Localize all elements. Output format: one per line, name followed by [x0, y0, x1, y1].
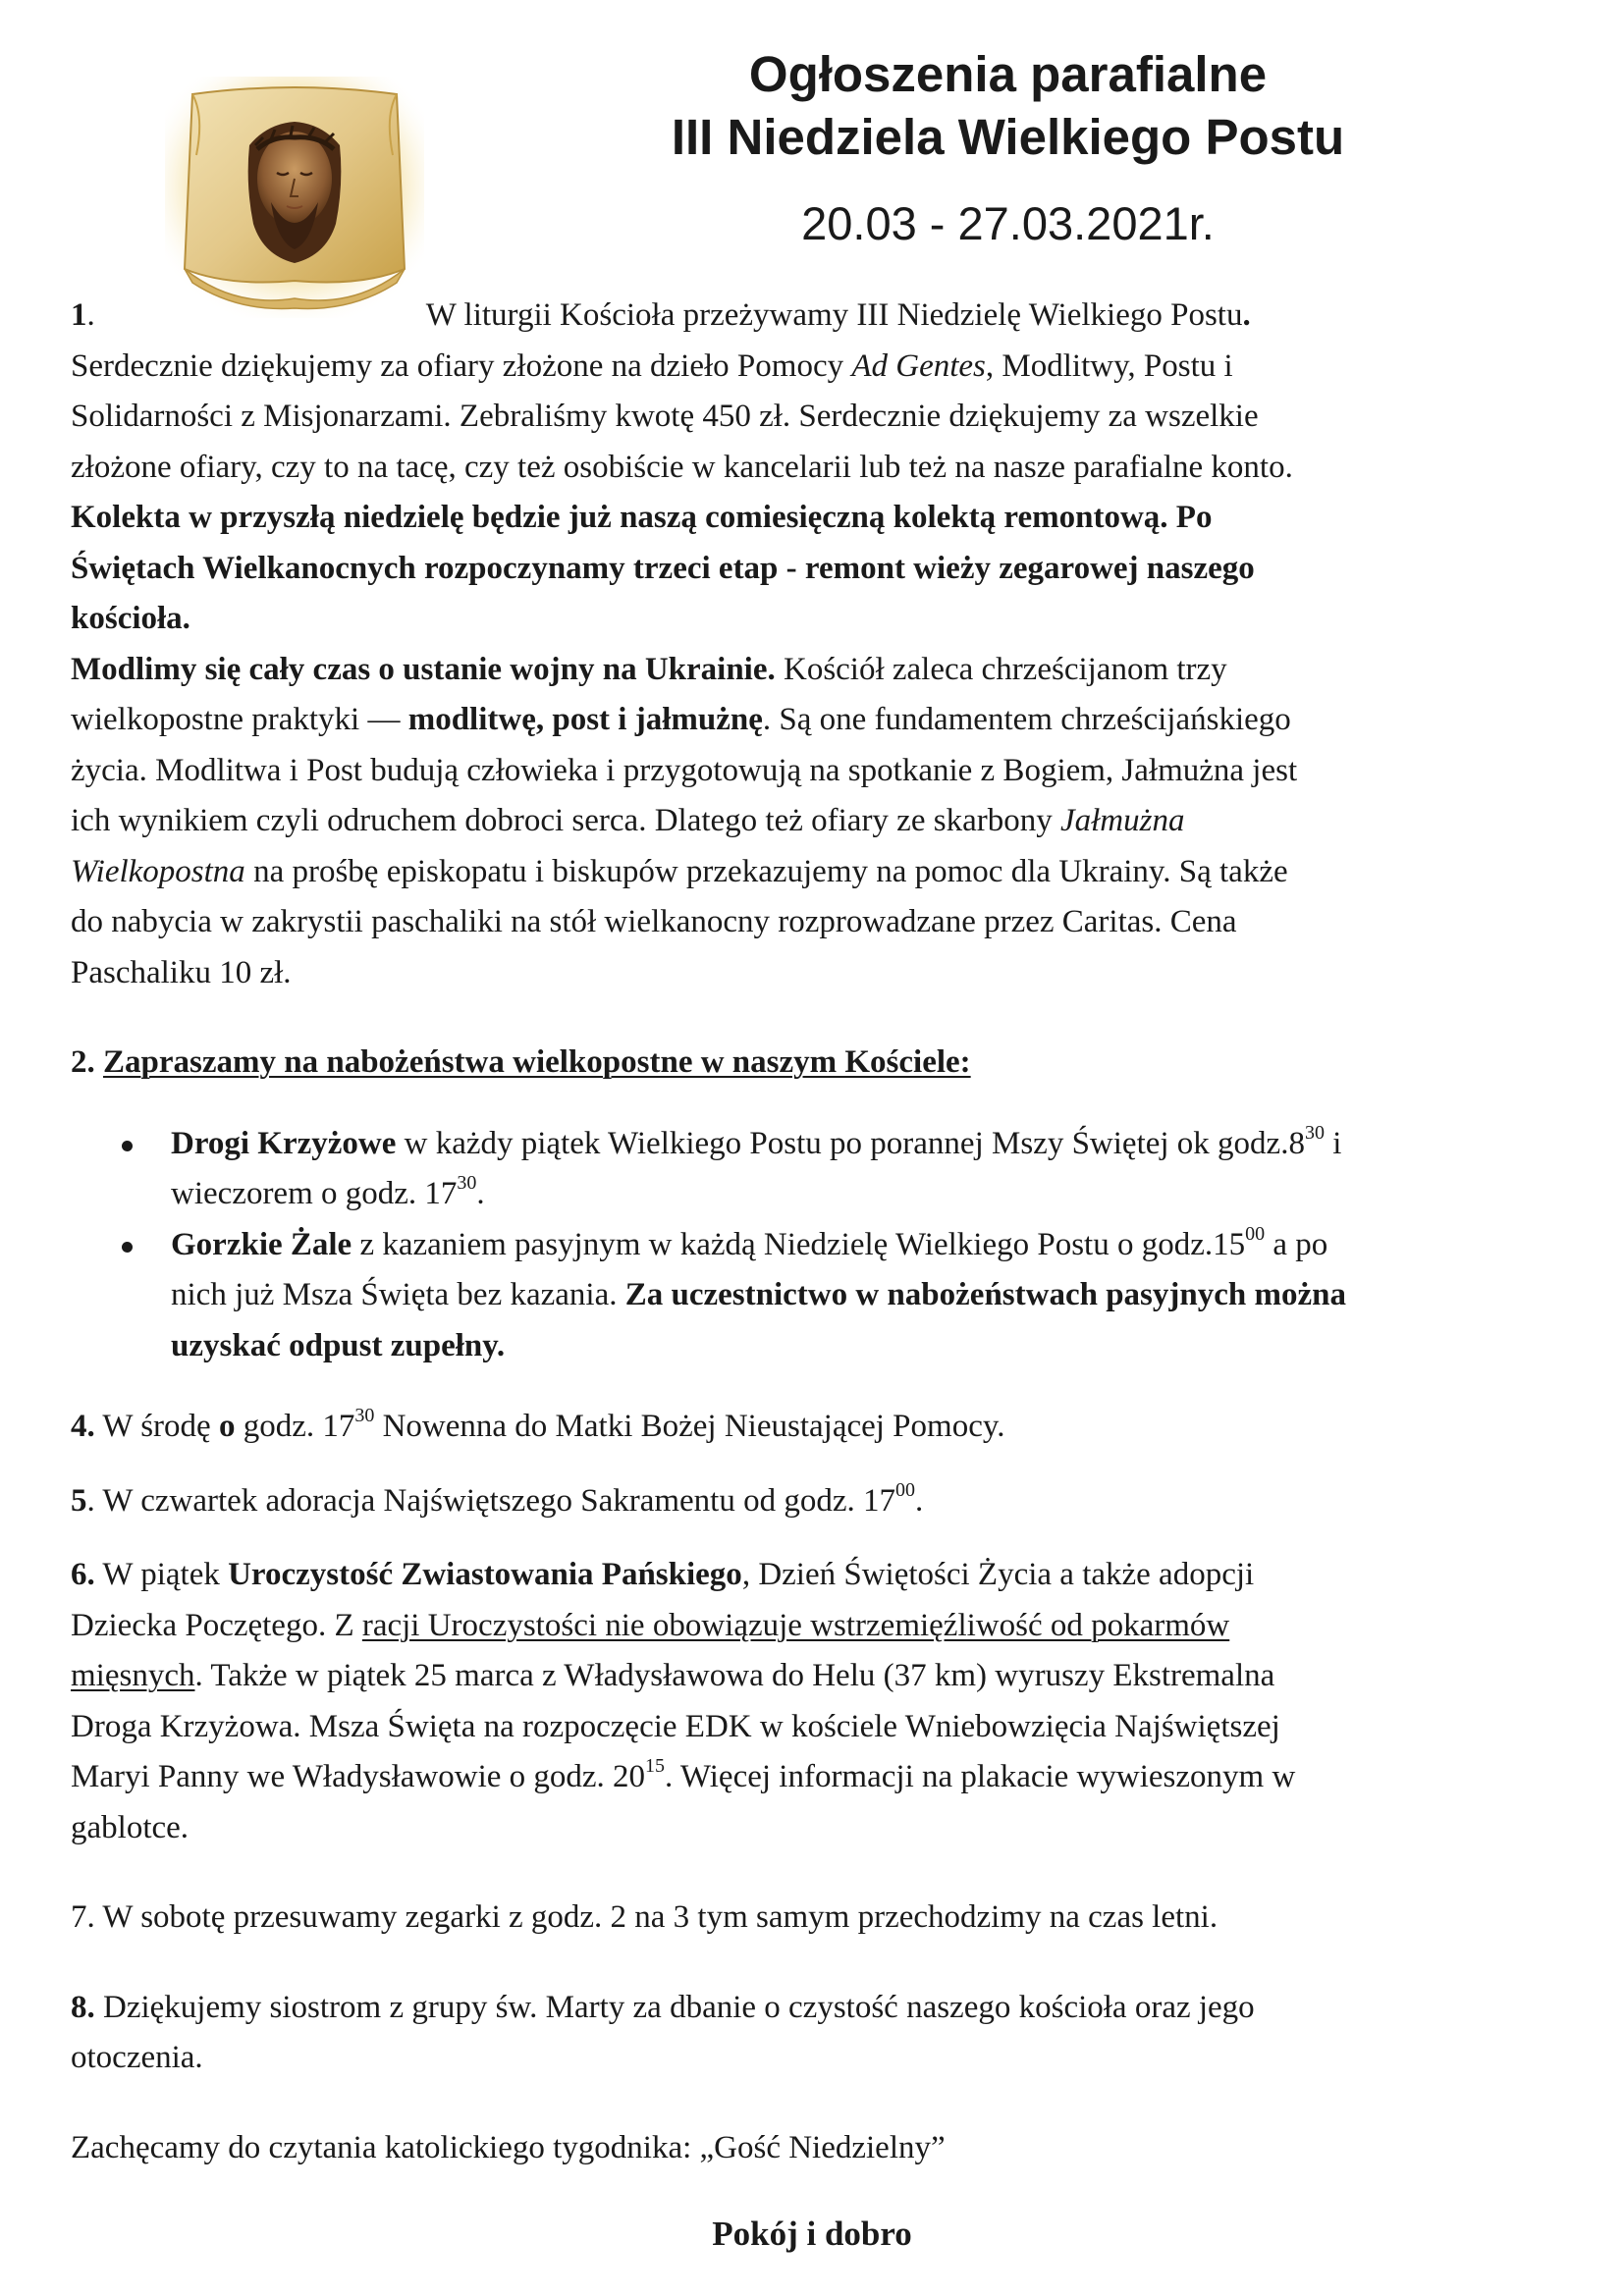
section-heading: Zapraszamy na nabożeństwa wielkopostne w naszym Kościele: [103, 1044, 971, 1080]
item-number: 1 [71, 297, 87, 333]
announcement-4: 4. W środę o godz. $17^{30}$ Nowenna do Matki Bożej Nieustającej Pomocy. [71, 1405, 1005, 1444]
item-number: 6. [71, 1557, 95, 1592]
bullet-icon [122, 1242, 133, 1253]
announcement-7: 7. W sobotę przesuwamy zegarki z godz. 2 na 3 tym samym przechodzimy na czas letni. [71, 1899, 1218, 1935]
christ-veil-image [165, 77, 424, 318]
list-item: Gorzkie Żale z kazaniem pasyjnym w każdą Niedzielę Wielkiego Postu o $godz.15^{00}$ a po nich już Msza Święta bez kazania. Za uczestnictwo w nabożeństwach pasyjnych można uzyskać odpust zupełny. [71, 1220, 1563, 1372]
announcement-5: 5. W czwartek adoracja Najświętszego Sakramentu od godz. $17^{00}$. [71, 1478, 924, 1519]
announcement-1: 1. W liturgii Kościoła przeżywamy III Niedzielę Wielkiego Postu. Serdecznie dziękujemy za ofiary złożone na dzieło Pomocy Ad Gentes, Modlitwy, Postu i Solidarności z Misjonarzami. Zebraliśmy kwotę 450 zł. Serdecznie dziękujemy za wszelkie złożone ofiary, czy to na tacę, czy też osobiście w kancelarii lub też na nasze parafialne konto. Kolekta w przyszłą niedzielę będzie już naszą comiesięczną kolektą remontową. Po Świętach Wielkanocnych rozpoczynamy trzeci etap - remont wieży zegarowej naszego kościoła. Modlimy się cały czas o ustanie wojny na Ukrainie. Kościół zaleca chrześcijanom trzy wielkopostne praktyki — modlitwę, post i jałmużnę. Są one fundamentem chrześcijańskiego życia. Modlitwa i Post budują człowieka i przygotowują na spotkanie z Bogiem, Jałmużna jest ich wynikiem czyli odruchem dobroci serca. Dlatego też ofiary ze skarbony Jałmużna Wielkopostna na prośbę episkopatu i biskupów przekazujemy na pomoc dla Ukrainy. Są także do nabycia w zakrystii paschaliki na stół wielkanocny rozprowadzane przez Caritas. Cena Paschaliku 10 zł. [71, 297, 1298, 990]
announcements-body [71, 291, 1563, 2173]
page-title-line2: III Niedziela Wielkiego Postu [671, 109, 1345, 165]
header [471, 43, 1544, 253]
announcement-8: 8. Dziękujemy siostrom z grupy św. Marty za dbanie o czystość naszego kościoła oraz jego otoczenia. [71, 1989, 1255, 2075]
item-number: 4. [71, 1409, 95, 1444]
newspaper-note: Zachęcamy do czytania katolickiego tygodnika: „Gość Niedzielny” [71, 2129, 946, 2165]
bullet-icon [122, 1141, 133, 1151]
announcement-6: 6. W piątek Uroczystość Zwiastowania Pańskiego, Dzień Świętości Życia a także adopcji Dziecka Poczętego. Z racji Uroczystości nie obowiązuje wstrzemięźliwość od pokarmów mięsnych. Także w piątek 25 marca z Władysławowa do Helu (37 km) wyruszy Ekstremalna Droga Krzyżowa. Msza Święta na rozpoczęcie EDK w kościele Wniebowzięcia Najświętszej Maryi Panny we Władysławowie o godz. $20^{15}$. Więcej informacji na plakacie wywieszonym w gablotce. [71, 1557, 1296, 1845]
item-number: 5 [71, 1482, 87, 1519]
closing-greeting: Pokój i dobro [712, 2215, 912, 2253]
item-number: 8. [71, 1989, 95, 2025]
date-range: 20.03 - 27.03.2021r. [801, 197, 1215, 249]
announcement-2 [71, 1038, 1563, 1371]
item-number: 2. [71, 1044, 95, 1080]
page-title-line1: Ogłoszenia parafialne [748, 46, 1268, 102]
list-item: Drogi Krzyżowe w każdy piątek Wielkiego Postu po porannej Mszy Świętej ok $godz.8^{30}$ i wieczorem o godz. $17^{30}$. [71, 1119, 1563, 1220]
service-list [71, 1119, 1563, 1372]
